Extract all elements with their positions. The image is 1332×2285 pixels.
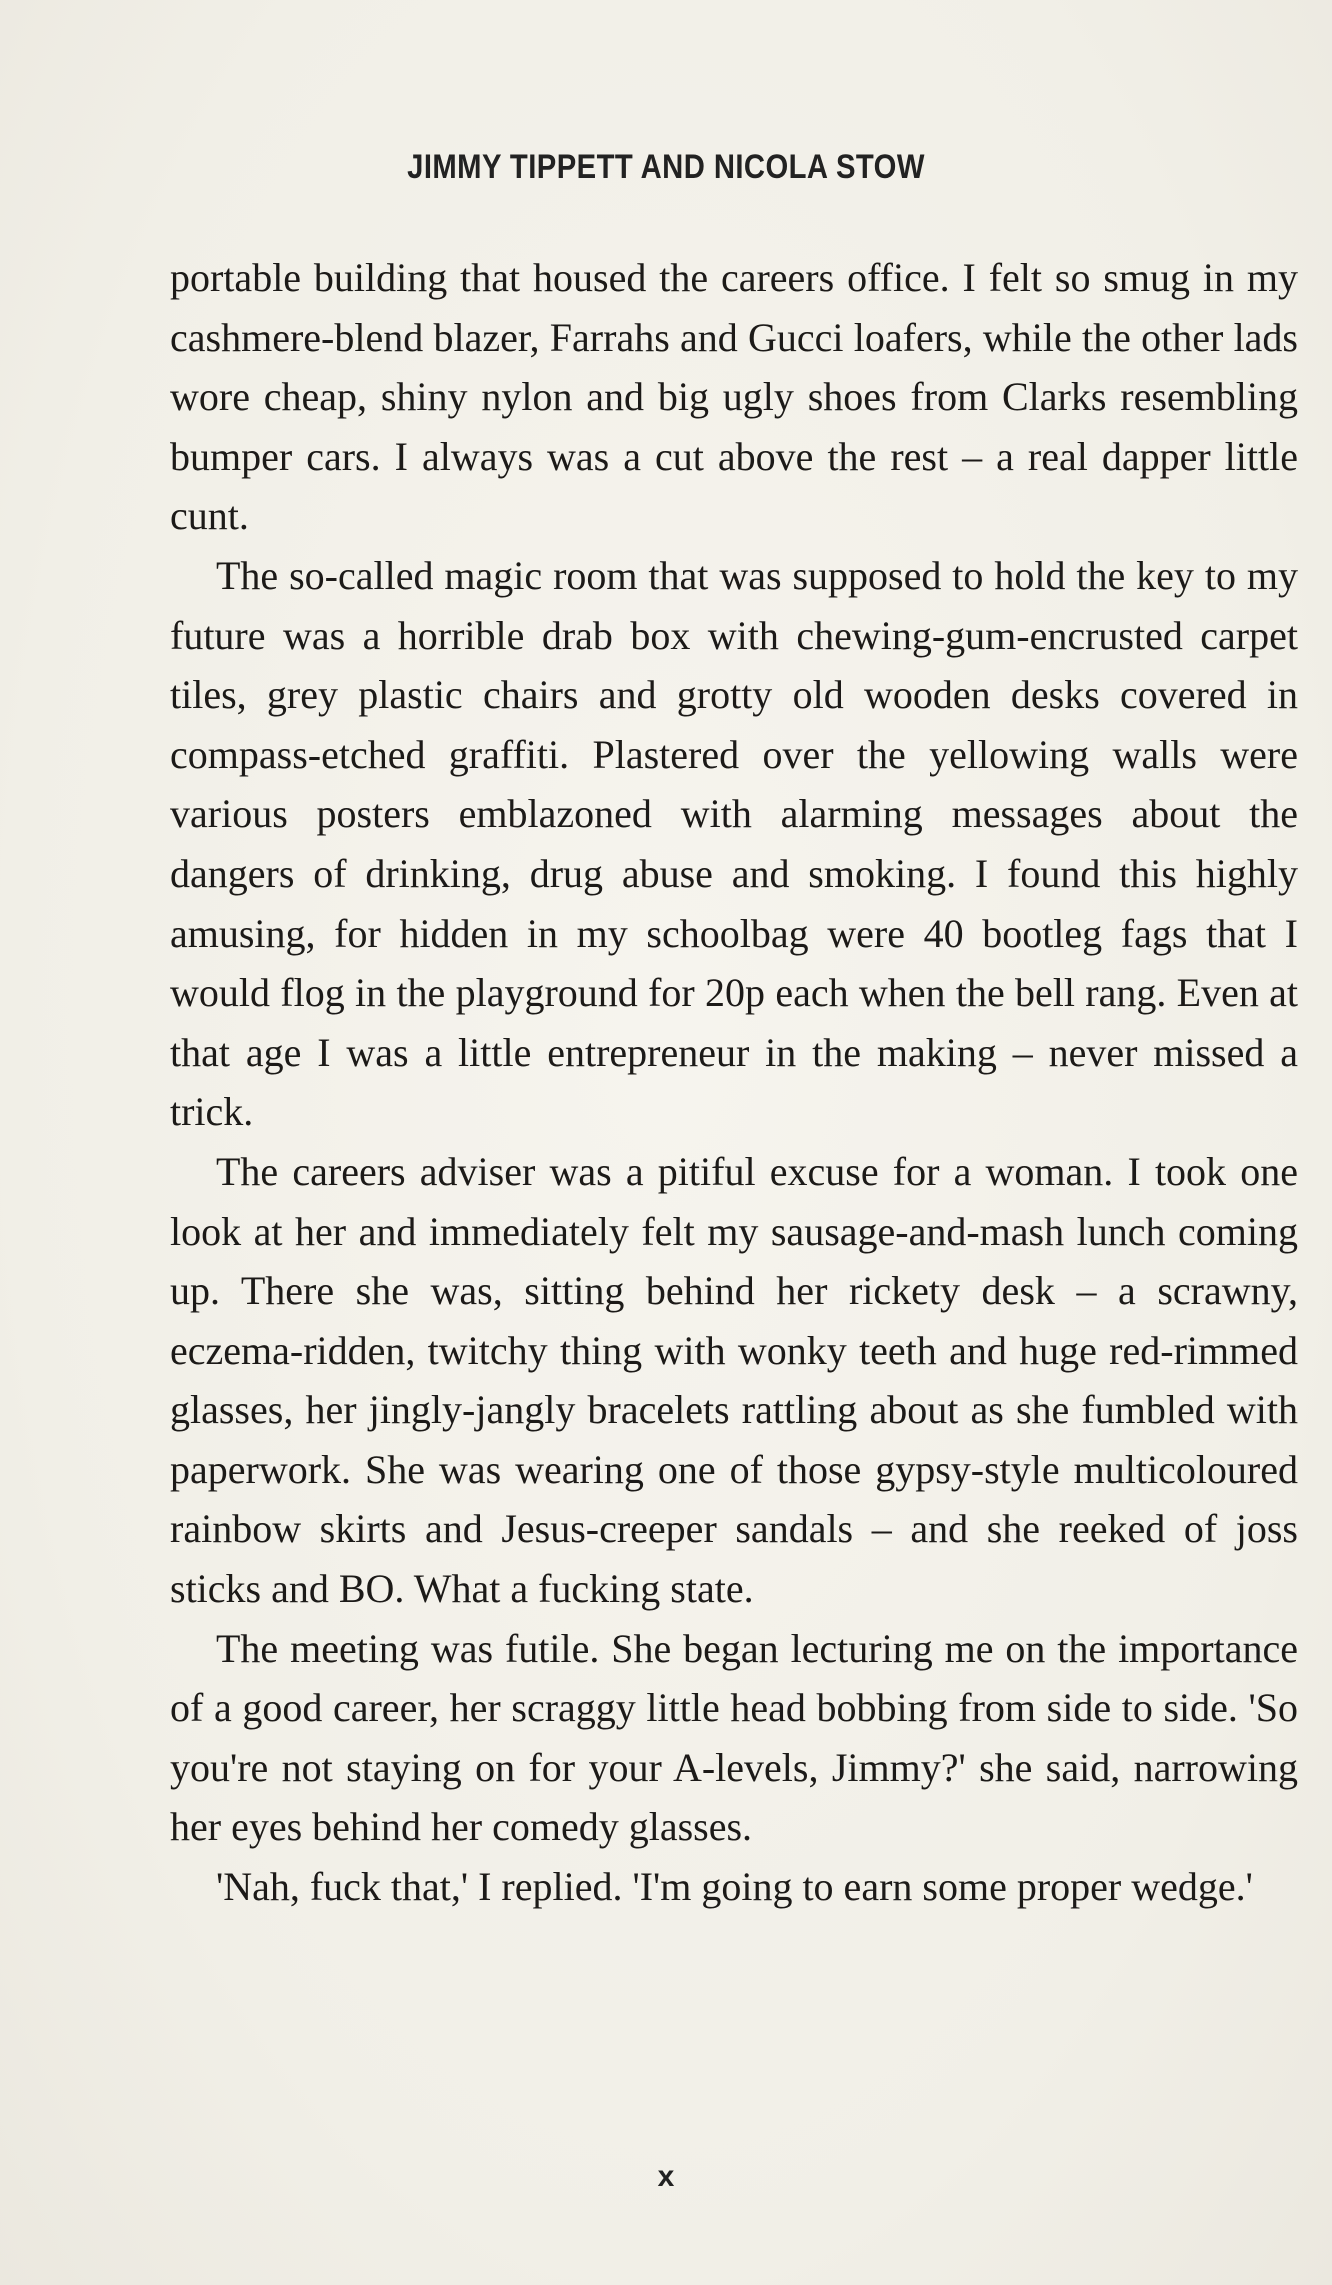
paragraph-careers-adviser: The careers adviser was a pitiful excuse for a woman. I took one look at her and immediately felt my sausage-and-mash lunch coming up. There she was, sitting behind her rickety desk – a scrawny, eczema-ridden, twitchy thing with wonky teeth and huge red-rimmed glasses, her jingly-jangly bracelets rattling about as she fumbled with paperwork. She was wearing one of those gypsy-style multicoloured rainbow skirts and Jesus-creeper sandals – and she reeked of joss sticks and BO. What a fucking state. [170,1148,1298,1612]
running-head: JIMMY TIPPETT AND NICOLA STOW [407,148,925,186]
paragraph-reply: 'Nah, fuck that,' I replied. 'I'm going to earn some proper wedge.' [216,1864,1253,1910]
paragraph-meeting: The meeting was futile. She began lecturing me on the importance of a good career, her scraggy little head bobbing from side to side. 'So you're not staying on for your A-levels, Jimmy?' she said, narrowing her eyes behind her comedy glasses. [170,1625,1298,1850]
paragraph-magic-room: The so-called magic room that was supposed to hold the key to my future was a horrible drab box with chewing-gum-encrusted carpet tiles, grey plastic chairs and grotty old wooden desks covered in compass-etched graffiti. Plastered over the yellowing walls were various posters emblazoned with alarming messages about the dangers of drinking, drug abuse and smoking. I found this highly amusing, for hidden in my schoolbag were 40 bootleg fags that I would flog in the playground for 20p each when the bell rang. Even at that age I was a little entrepreneur in the making – never missed a trick. [170,552,1298,1135]
paragraph-continued: portable building that housed the careers office. I felt so smug in my cashmere-blend blazer, Farrahs and Gucci loafers, while the other lads wore cheap, shiny nylon and big ugly shoes from Clarks resembling bumper cars. I always was a cut above the rest – a real dapper little cunt. [170,255,1298,539]
page-number: x [657,2160,675,2193]
body-text [170,248,1298,1917]
